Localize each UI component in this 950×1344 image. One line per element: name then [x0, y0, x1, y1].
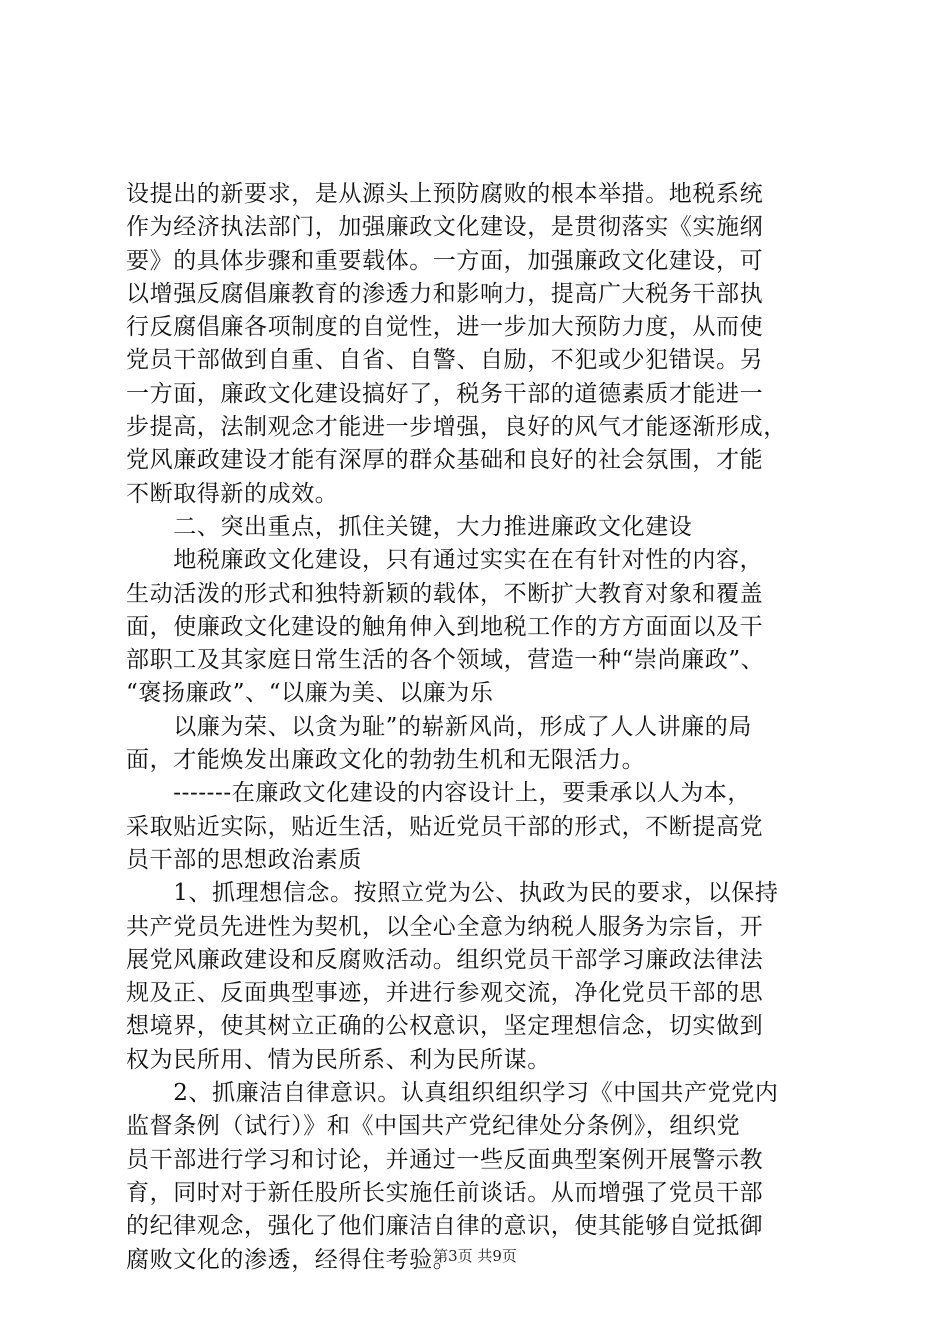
text-line: 设提出的新要求，是从源头上预防腐败的根本举措。地税系统 [126, 181, 764, 207]
text-line: 员干部的思想政治素质 [126, 846, 362, 873]
text-line: 想境界，使其树立正确的公权意识，坚定理想信念，切实做到 [126, 1013, 764, 1040]
text-line: 权为民所用、情为民所系、利为民所谋。 [126, 1046, 551, 1073]
text-line: 作为经济执法部门，加强廉政文化建设，是贯彻落实《实施纲 [126, 214, 764, 241]
text-line: 行反腐倡廉各项制度的自觉性，进一步加大预防力度，从而使 [126, 314, 764, 341]
text-line: “褒扬廉政”、“以廉为美、以廉为乐 [126, 680, 494, 707]
text-line: -------在廉政文化建设的内容设计上，要秉承以人为本， [126, 780, 752, 807]
text-line: 以增强反腐倡廉教育的渗透力和影响力，提高广大税务干部执 [126, 280, 764, 307]
text-line: 党员干部做到自重、自省、自警、自励，不犯或少犯错误。另 [126, 347, 764, 374]
text-line: 腐败文化的渗透，经得住考验。 [126, 1246, 457, 1273]
page-footer: 第3页 共9页 [433, 1247, 517, 1265]
text-line: 采取贴近实际，贴近生活，贴近党员干部的形式，不断提高党 [126, 813, 764, 840]
text-line: 监督条例（试行）》和《中国共产党纪律处分条例》，组织党 [126, 1113, 741, 1140]
text-line: 不断取得新的成效。 [126, 480, 339, 507]
text-line: 部职工及其家庭日常生活的各个领域，营造一种“崇尚廉政”、 [126, 647, 765, 674]
text-line: 地税廉政文化建设，只有通过实实在在有针对性的内容， [126, 547, 764, 574]
text-line: 面，才能焕发出廉政文化的勃勃生机和无限活力。 [126, 747, 646, 774]
text-line: 二、突出重点，抓住关键，大力推进廉政文化建设 [126, 513, 693, 540]
text-line: 步提高，法制观念才能进一步增强，良好的风气才能逐渐形成， [126, 414, 787, 441]
text-line: 2、抓廉洁自律意识。认真组织组织学习《中国共产党党内 [126, 1080, 779, 1107]
text-line: 党风廉政建设才能有深厚的群众基础和良好的社会氛围，才能 [126, 447, 764, 474]
text-line: 要》的具体步骤和重要载体。一方面，加强廉政文化建设，可 [126, 247, 764, 274]
body-text [126, 178, 842, 1277]
text-line: 的纪律观念，强化了他们廉洁自律的意识，使其能够自觉抵御 [126, 1213, 764, 1240]
text-line: 生动活泼的形式和独特新颖的载体，不断扩大教育对象和覆盖 [126, 580, 764, 607]
text-line: 以廉为荣、以贪为耻”的崭新风尚，形成了人人讲廉的局 [126, 713, 752, 740]
text-line: 育，同时对于新任股所长实施任前谈话。从而增强了党员干部 [126, 1179, 764, 1206]
text-line: 一方面，廉政文化建设搞好了，税务干部的道德素质才能进一 [126, 380, 764, 407]
text-line: 展党风廉政建设和反腐败活动。组织党员干部学习廉政法律法 [126, 946, 764, 973]
text-line: 面，使廉政文化建设的触角伸入到地税工作的方方面面以及干 [126, 613, 764, 640]
text-line: 共产党员先进性为契机，以全心全意为纳税人服务为宗旨，开 [126, 913, 764, 940]
text-line: 1、抓理想信念。按照立党为公、执政为民的要求，以保持 [126, 880, 779, 907]
text-line: 员干部进行学习和讨论，并通过一些反面典型案例开展警示教 [126, 1146, 764, 1173]
text-line: 规及正、反面典型事迹，并进行参观交流，净化党员干部的思 [126, 980, 764, 1007]
